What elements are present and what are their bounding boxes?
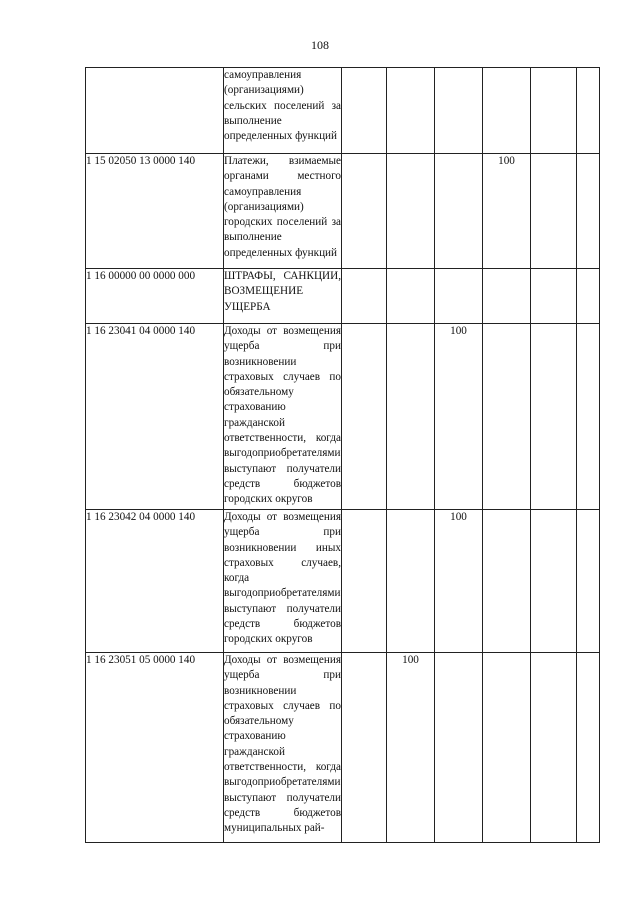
value-cell <box>531 324 577 510</box>
revenue-table <box>85 67 600 843</box>
table-row <box>86 510 600 653</box>
table-row <box>86 653 600 843</box>
value-cell <box>531 68 577 154</box>
revenue-name-cell <box>224 68 342 154</box>
value-cell <box>342 324 387 510</box>
budget-code-cell <box>86 68 224 154</box>
revenue-name-cell <box>224 653 342 843</box>
value-cell <box>483 68 531 154</box>
revenue-name-cell <box>224 269 342 324</box>
value-cell <box>577 68 600 154</box>
value-cell <box>342 510 387 653</box>
revenue-name-text: Доходы от возмещения ущерба при возникновении страховых случаев по обязательному страхованию гражданской ответственности, когда выгодоприобретателями выступают получатели средств бюджетов городских округов <box>224 325 341 506</box>
value-cell <box>577 154 600 269</box>
table-body <box>86 68 600 843</box>
budget-code-cell: 1 16 23042 04 0000 140 <box>86 510 224 653</box>
value-cell <box>387 154 435 269</box>
value-cell <box>435 68 483 154</box>
value-cell <box>577 510 600 653</box>
table-row <box>86 68 600 154</box>
value-cell <box>577 269 600 324</box>
revenue-name-cell <box>224 510 342 653</box>
budget-code-cell: 1 15 02050 13 0000 140 <box>86 154 224 269</box>
value-cell <box>387 269 435 324</box>
value-cell <box>531 653 577 843</box>
value-cell <box>435 653 483 843</box>
value-cell <box>483 324 531 510</box>
value-cell: 100 <box>387 653 435 843</box>
value-cell <box>531 510 577 653</box>
revenue-name-text: Доходы от возмещения ущерба при возникновении иных страховых случаев, когда выгодоприобретателями выступают получатели средств бюджетов городских округов <box>224 511 341 646</box>
page-number: 108 <box>311 38 329 52</box>
value-cell <box>435 154 483 269</box>
value-cell: 100 <box>483 154 531 269</box>
value-cell <box>483 269 531 324</box>
budget-code-cell: 1 16 23051 05 0000 140 <box>86 653 224 843</box>
value-cell <box>342 269 387 324</box>
value-cell <box>387 510 435 653</box>
value-cell <box>577 653 600 843</box>
value-cell: 100 <box>435 324 483 510</box>
revenue-name-text: самоуправления (организациями) сельских поселений за выполнение определенных функций <box>224 69 341 143</box>
table-row <box>86 154 600 269</box>
budget-code-cell: 1 16 23041 04 0000 140 <box>86 324 224 510</box>
table-row <box>86 324 600 510</box>
revenue-name-cell <box>224 154 342 269</box>
revenue-name-text: Платежи, взимаемые органами местного самоуправления (организациями) городских поселений за выполнение определенных функций <box>224 155 341 259</box>
value-cell <box>342 154 387 269</box>
revenue-name-text: Доходы от возмещения ущерба при возникновении страховых случаев по обязательному страхованию гражданской ответственности, когда выгодоприобретателями выступают получатели средств бюджетов муниципальных рай- <box>224 654 341 835</box>
value-cell <box>387 324 435 510</box>
value-cell <box>531 269 577 324</box>
table-row <box>86 269 600 324</box>
value-cell <box>387 68 435 154</box>
value-cell <box>577 324 600 510</box>
value-cell <box>531 154 577 269</box>
value-cell <box>435 269 483 324</box>
budget-code-cell: 1 16 00000 00 0000 000 <box>86 269 224 324</box>
value-cell <box>483 653 531 843</box>
value-cell <box>342 68 387 154</box>
revenue-name-cell <box>224 324 342 510</box>
value-cell <box>483 510 531 653</box>
value-cell: 100 <box>435 510 483 653</box>
value-cell <box>342 653 387 843</box>
revenue-name-text: ШТРАФЫ, САНКЦИИ, ВОЗМЕЩЕНИЕ УЩЕРБА <box>224 270 341 313</box>
